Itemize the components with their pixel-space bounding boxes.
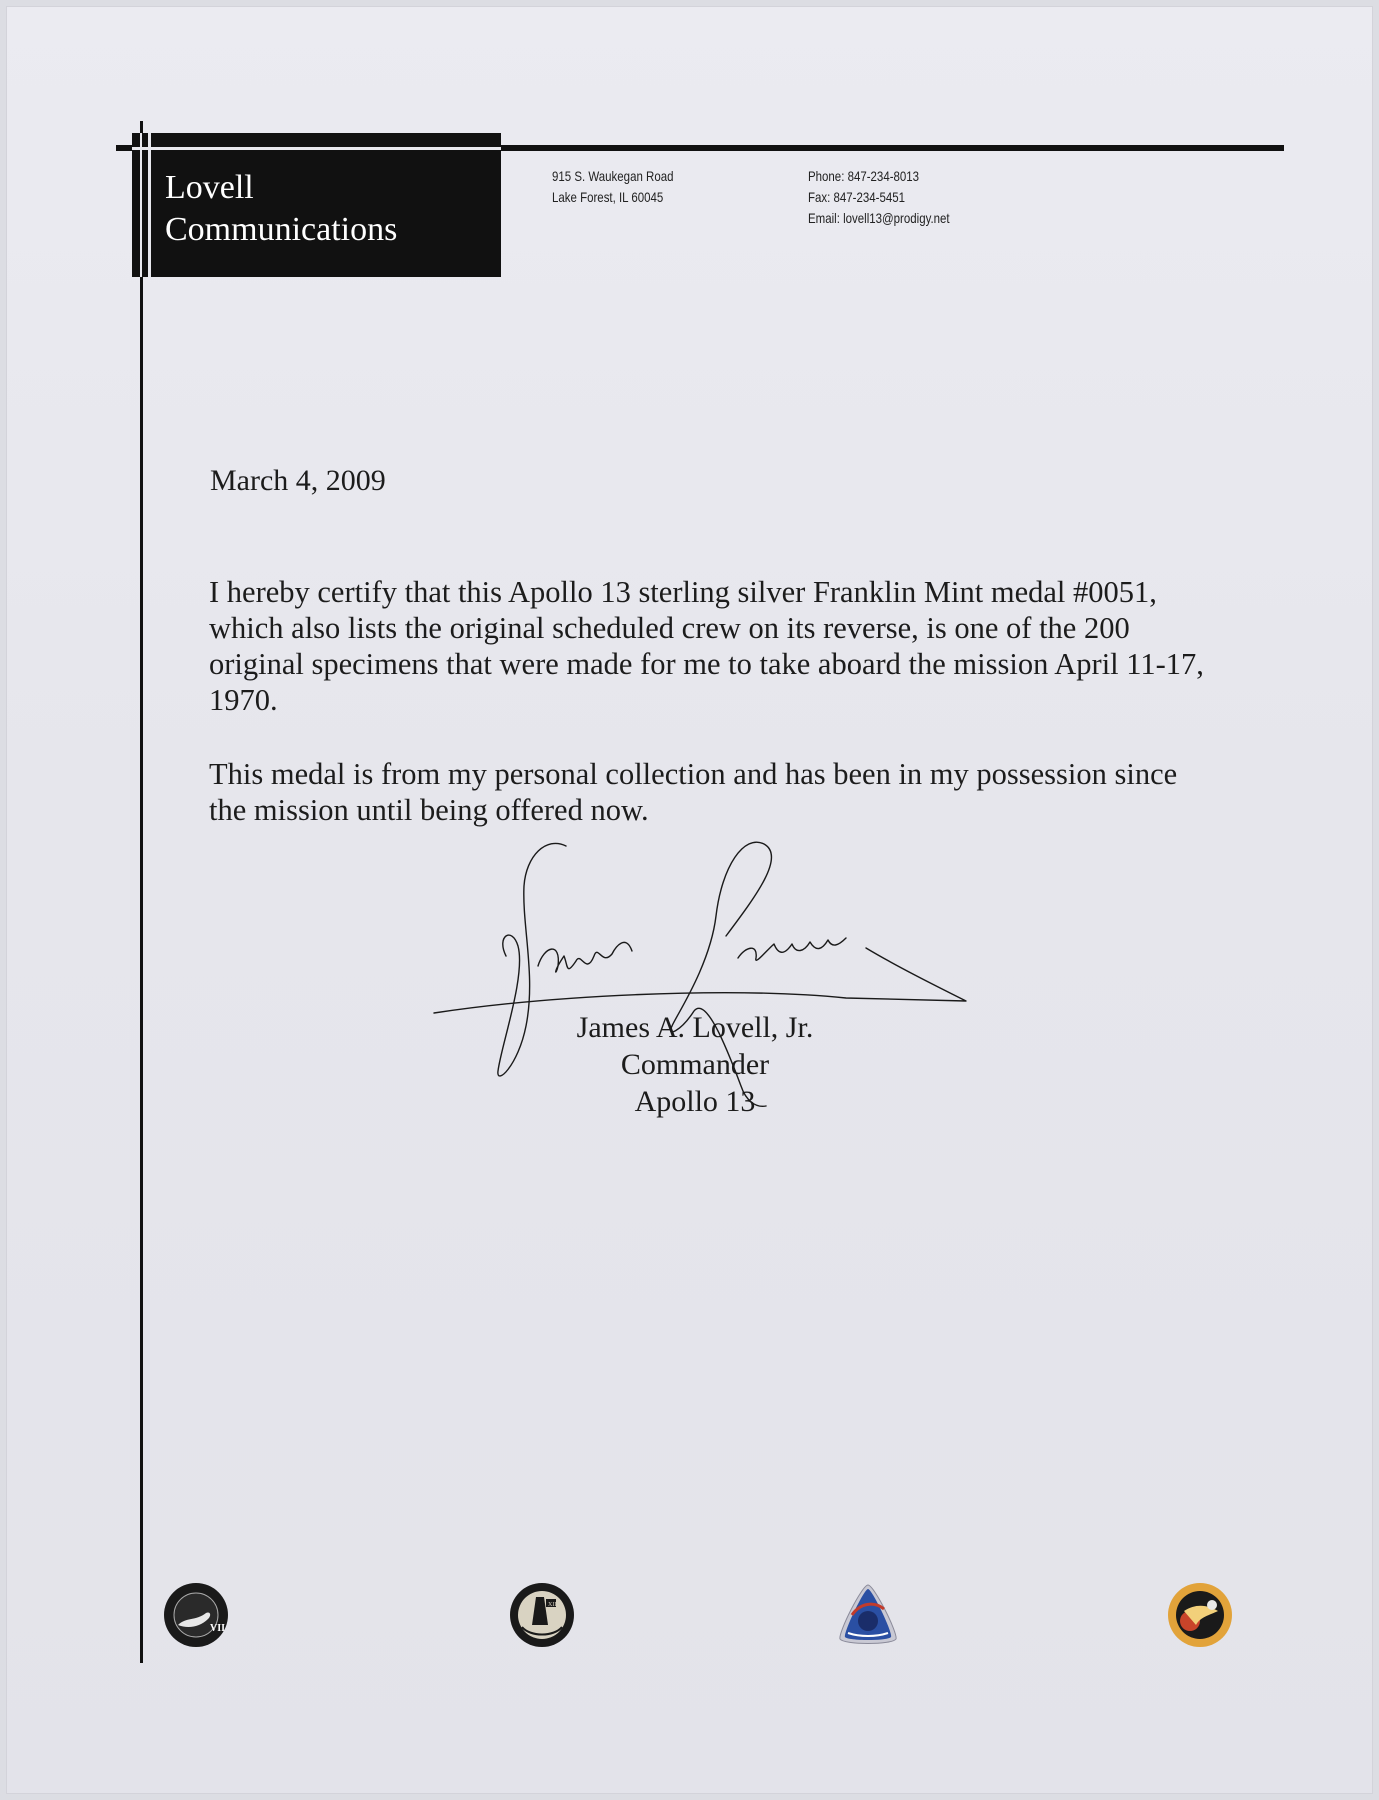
handwritten-signature <box>426 826 986 1136</box>
letter-page <box>6 6 1373 1794</box>
address-line1: 915 S. Waukegan Road <box>552 168 674 184</box>
apollo-8-patch-icon <box>834 1581 902 1649</box>
gemini-7-numeral: VII <box>210 1623 226 1634</box>
company-address <box>552 166 673 208</box>
address-line2: Lake Forest, IL 60045 <box>552 189 664 205</box>
letter-date: March 4, 2009 <box>210 464 386 497</box>
company-name-line2: Communications <box>165 211 398 248</box>
phone-number: Phone: 847-234-8013 <box>808 168 920 184</box>
apollo-13-patch-icon <box>1166 1581 1234 1649</box>
signer-mission: Apollo 13 <box>634 1085 756 1118</box>
gemini-12-numeral: XII <box>548 1602 557 1608</box>
logo-crosshair-vertical <box>148 133 151 277</box>
company-name-line1: Lovell <box>165 169 254 206</box>
gemini-12-patch-icon <box>508 1581 576 1649</box>
company-contact <box>808 166 950 229</box>
margin-rule-vertical <box>140 121 143 1663</box>
gemini-7-patch-icon <box>162 1581 230 1649</box>
logo-crosshair-horizontal <box>132 147 501 150</box>
fax-number: Fax: 847-234-5451 <box>808 189 906 205</box>
signer-name: James A. Lovell, Jr. <box>576 1011 814 1044</box>
provenance-paragraph: This medal is from my personal collection and has been in my possession since the mission until being offered now. <box>209 757 1178 827</box>
signer-title: Commander <box>620 1048 770 1081</box>
logo-crosshair-vertical-thin <box>140 133 142 277</box>
company-name <box>165 167 397 251</box>
email-address: Email: lovell13@prodigy.net <box>808 210 950 226</box>
company-logo <box>132 133 501 277</box>
certification-paragraph: I hereby certify that this Apollo 13 sterling silver Franklin Mint medal #0051, which also lists the original scheduled crew on its reverse, is one of the 200 original specimens that were made for me to take aboard the mission April 11-17, 1970. <box>209 575 1204 717</box>
